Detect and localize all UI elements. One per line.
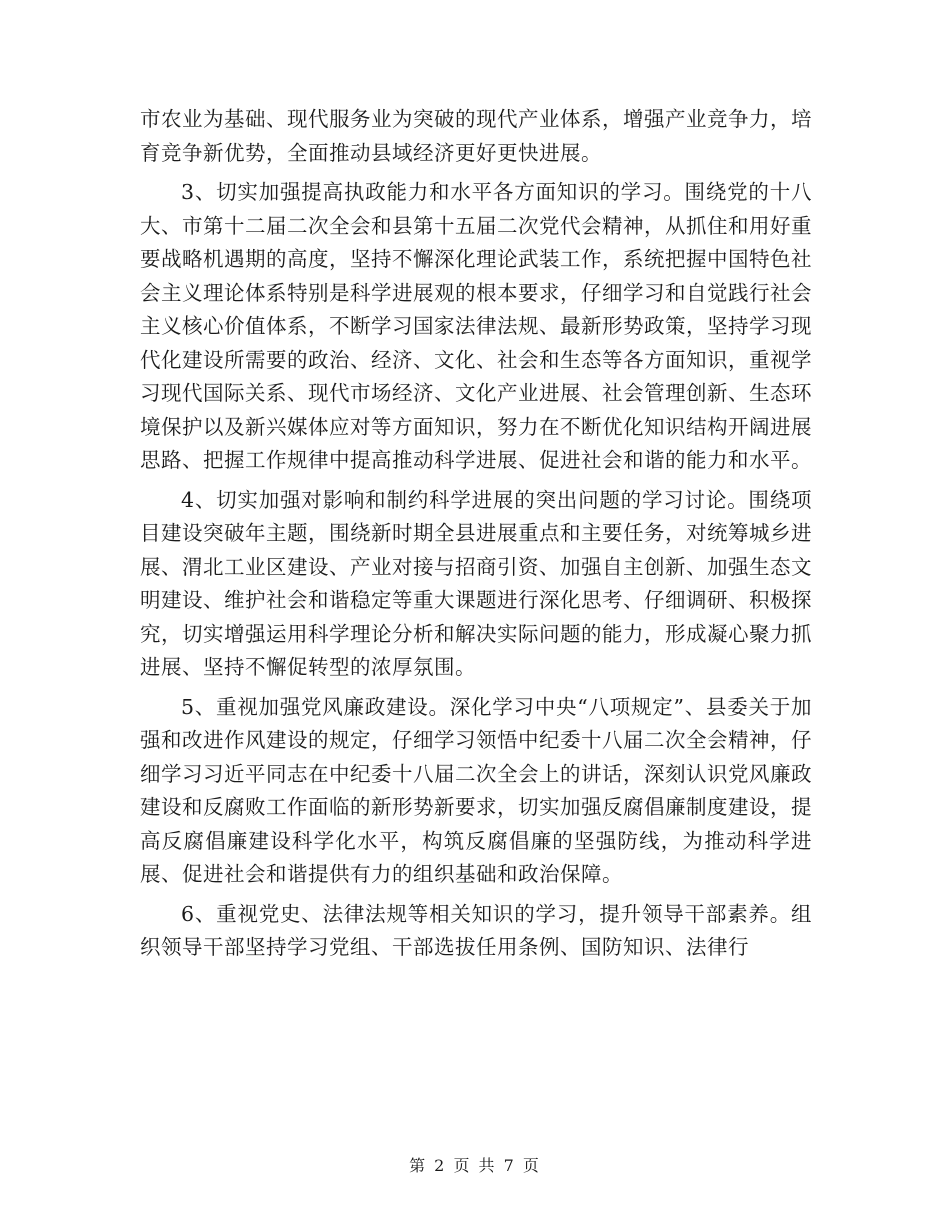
page-number-footer: 第 2 页 共 7 页 xyxy=(409,1156,541,1175)
paragraph-item-6: 6、重视党史、法律法规等相关知识的学习，提升领导干部素养。组织领导干部坚持学习党组、干部选拔任用条例、国防知识、法律行 xyxy=(140,901,812,959)
paragraph-continuation: 市农业为基础、现代服务业为突破的现代产业体系，增强产业竞争力，培育竞争新优势，全面推动县域经济更好更快进展。 xyxy=(140,107,812,165)
paragraph-item-3: 3、切实加强提高执政能力和水平各方面知识的学习。围绕党的十八大、市第十二届二次全会和县第十五届二次党代会精神，从抓住和用好重要战略机遇期的高度，坚持不懈深化理论武装工作，系统把握中国特色社会主义理论体系特别是科学进展观的根本要求，仔细学习和自觉践行社会主义核心价值体系，不断学习国家法律法规、最新形势政策，坚持学习现代化建设所需要的政治、经济、文化、社会和生态等各方面知识，重视学习现代国际关系、现代市场经济、文化产业进展、社会管理创新、生态环境保护以及新兴媒体应对等方面知识，努力在不断优化知识结构开阔进展思路、把握工作规律中提高推动科学进展、促进社会和谐的能力和水平。 xyxy=(140,180,812,472)
paragraph-item-4: 4、切实加强对影响和制约科学进展的突出问题的学习讨论。围绕项目建设突破年主题，围绕新时期全县进展重点和主要任务，对统筹城乡进展、渭北工业区建设、产业对接与招商引资、加强自主创新、加强生态文明建设、维护社会和谐稳定等重大课题进行深化思考、仔细调研、积极探究，切实增强运用科学理论分析和解决实际问题的能力，形成凝心聚力抓进展、坚持不懈促转型的浓厚氛围。 xyxy=(140,487,812,679)
paragraph-item-5: 5、重视加强党风廉政建设。深化学习中央“八项规定”、县委关于加强和改进作风建设的规定，仔细学习领悟中纪委十八届二次全会精神，仔细学习习近平同志在中纪委十八届二次全会上的讲话，深刻认识党风廉政建设和反腐败工作面临的新形势新要求，切实加强反腐倡廉制度建设，提高反腐倡廉建设科学化水平，构筑反腐倡廉的坚强防线，为推动科学进展、促进社会和谐提供有力的组织基础和政治保障。 xyxy=(140,694,812,886)
document-body xyxy=(140,103,812,971)
